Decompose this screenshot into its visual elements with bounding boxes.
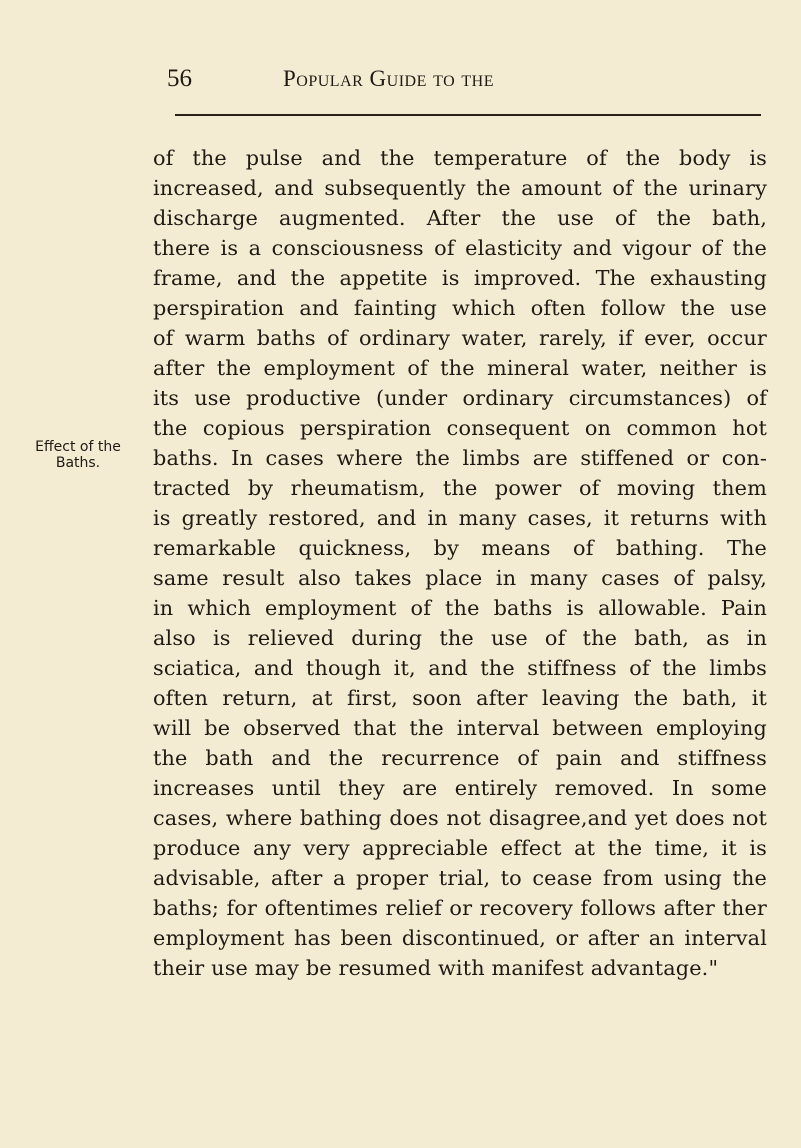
margin-note (28, 439, 128, 471)
text-line: its use productive (under ordinary circumstances) of (153, 386, 767, 410)
text-line: baths; for oftentimes relief or recovery follows after ther (153, 896, 767, 920)
text-line: their use may be resumed with manifest advantage." (153, 956, 719, 980)
text-line: increases until they are entirely removed. In some (153, 776, 767, 800)
running-head: Popular Guide to the (283, 66, 495, 91)
text-line: of warm baths of ordinary water, rarely, if ever, occur (153, 326, 767, 350)
text-line: employment has been discontinued, or after an interval (153, 926, 767, 950)
text-line: sciatica, and though it, and the stiffness of the limbs (153, 656, 767, 680)
text-line: produce any very appreciable effect at the time, it is (153, 836, 767, 860)
text-line: same result also takes place in many cases of palsy, (153, 566, 767, 590)
text-line: the bath and the recurrence of pain and stiffness (153, 746, 767, 770)
margin-note-line: Effect of the (35, 439, 121, 455)
text-line: frame, and the appetite is improved. The exhausting (153, 266, 767, 290)
text-line: remarkable quickness, by means of bathing. The (153, 536, 767, 560)
text-line: will be observed that the interval between employing (153, 716, 767, 740)
text-line: after the employment of the mineral water, neither is (153, 356, 767, 380)
text-line: is greatly restored, and in many cases, it returns with (153, 506, 767, 530)
text-line: tracted by rheumatism, the power of moving them (153, 476, 767, 500)
text-line: increased, and subsequently the amount of the urinary (153, 176, 767, 200)
text-line: cases, where bathing does not disagree,and yet does not (153, 806, 767, 830)
text-line: discharge augmented. After the use of the bath, (153, 206, 767, 230)
header-rule (175, 114, 761, 116)
text-line: there is a consciousness of elasticity and vigour of the (153, 236, 767, 260)
text-line: in which employment of the baths is allowable. Pain (153, 596, 767, 620)
text-line: advisable, after a proper trial, to cease from using the (153, 866, 767, 890)
text-line: also is relieved during the use of the bath, as in (153, 626, 767, 650)
page-number: 56 (167, 65, 192, 92)
text-line: often return, at first, soon after leaving the bath, it (153, 686, 767, 710)
text-line: baths. In cases where the limbs are stiffened or con- (153, 446, 767, 470)
text-line: the copious perspiration consequent on common hot (153, 416, 767, 440)
body-text (153, 143, 767, 983)
text-line: perspiration and fainting which often follow the use (153, 296, 767, 320)
margin-note-line: Baths. (55, 455, 101, 471)
text-line: of the pulse and the temperature of the body is (153, 146, 767, 170)
